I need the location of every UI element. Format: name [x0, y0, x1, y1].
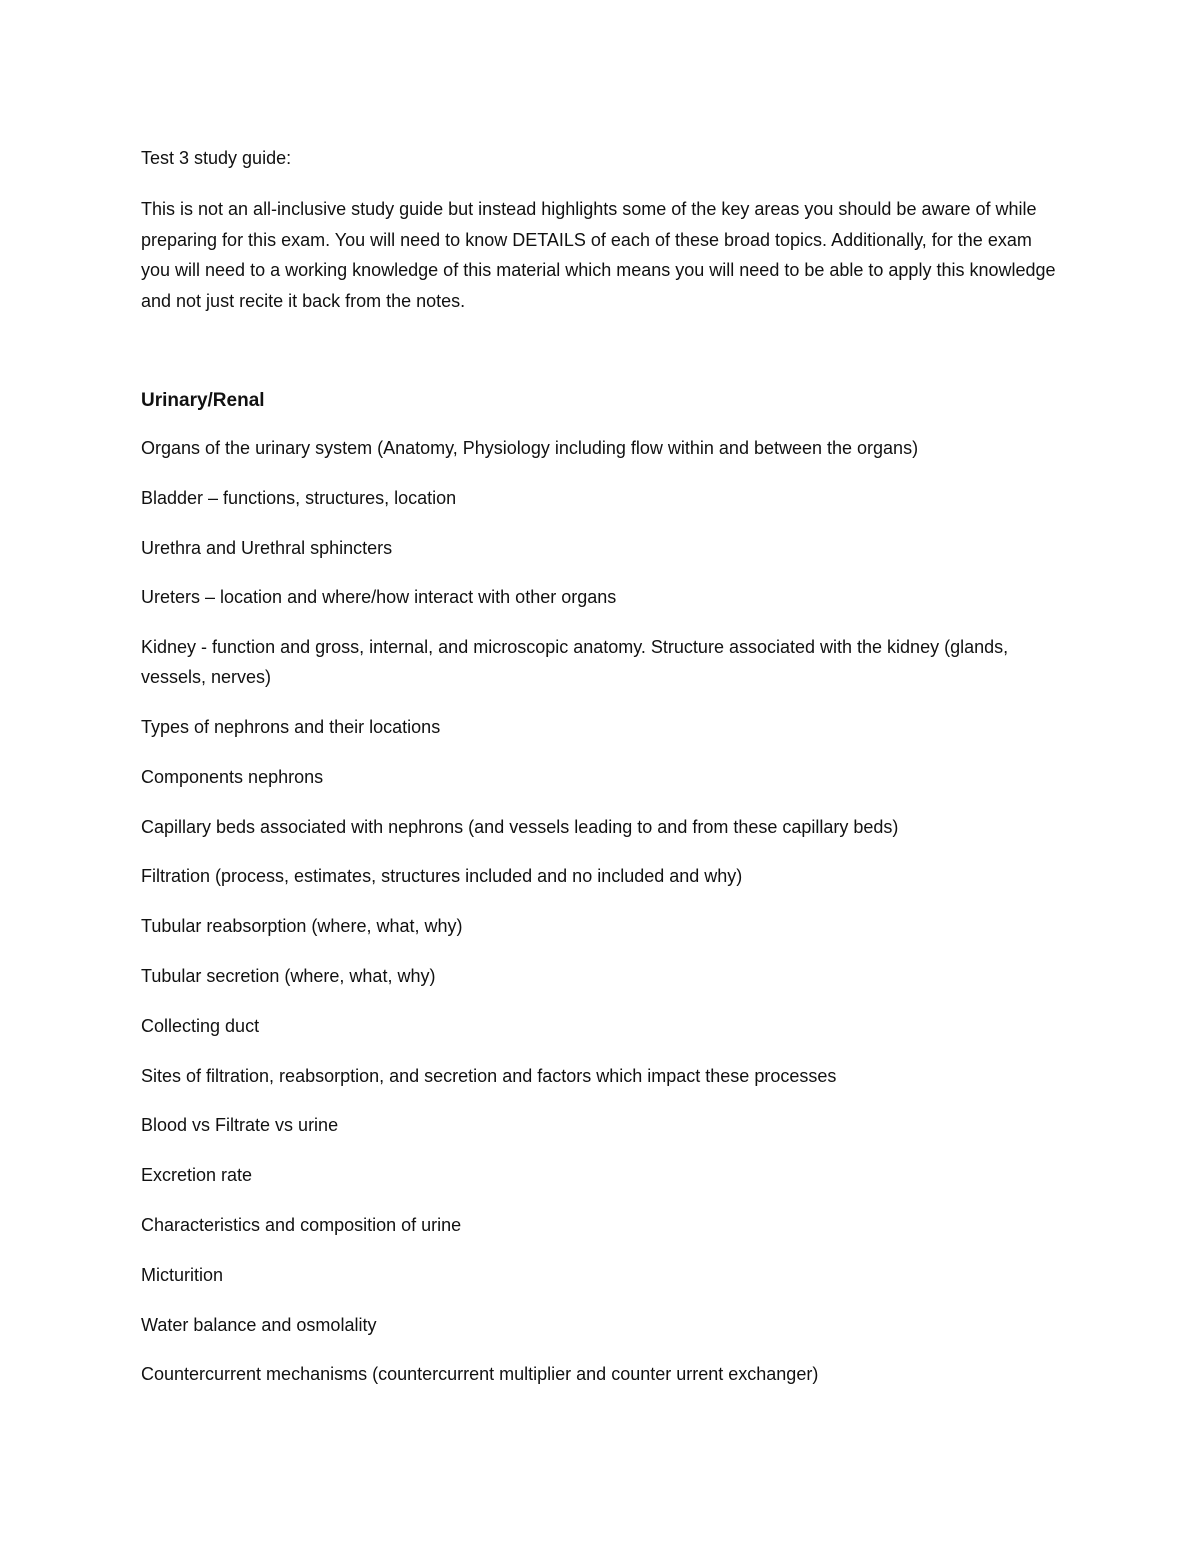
list-item: Micturition: [141, 1264, 224, 1285]
topic-list: [141, 433, 1061, 1389]
section-heading: Urinary/Renal: [141, 390, 265, 411]
intro-paragraph: This is not an all-inclusive study guide but instead highlights some of the key areas you should be aware of while preparing for this exam. You will need to know DETAILS of each of these broad topics. Additionally, for the exam you will need to a working knowledge of this material which means you will need to be able to apply this knowledge and not just recite it back from the notes.: [141, 199, 1056, 311]
list-item: Kidney - function and gross, internal, and microscopic anatomy. Structure associated with the kidney (glands, vessels, nerves): [141, 637, 1009, 688]
list-item: Countercurrent mechanisms (countercurrent multiplier and counter urrent exchanger): [141, 1364, 819, 1385]
list-item: Water balance and osmolality: [141, 1314, 377, 1335]
list-item: Characteristics and composition of urine: [141, 1214, 462, 1235]
list-item: Types of nephrons and their locations: [141, 716, 441, 737]
list-item: Bladder – functions, structures, location: [141, 487, 457, 508]
document-title: Test 3 study guide:: [141, 148, 292, 168]
document-content: [141, 143, 1061, 1409]
list-item: Sites of filtration, reabsorption, and secretion and factors which impact these processes: [141, 1065, 837, 1086]
list-item: Collecting duct: [141, 1015, 260, 1036]
list-item: Blood vs Filtrate vs urine: [141, 1115, 339, 1136]
list-item: Filtration (process, estimates, structures included and no included and why): [141, 866, 743, 887]
list-item: Components nephrons: [141, 766, 324, 787]
list-item: Organs of the urinary system (Anatomy, Physiology including flow within and between the organs): [141, 438, 919, 458]
list-item: Tubular reabsorption (where, what, why): [141, 916, 463, 937]
list-item: Urethra and Urethral sphincters: [141, 537, 393, 558]
list-item: Capillary beds associated with nephrons (and vessels leading to and from these capillary beds): [141, 816, 899, 837]
list-item: Ureters – location and where/how interact with other organs: [141, 587, 617, 608]
list-item: Tubular secretion (where, what, why): [141, 965, 436, 986]
list-item: Excretion rate: [141, 1165, 253, 1186]
